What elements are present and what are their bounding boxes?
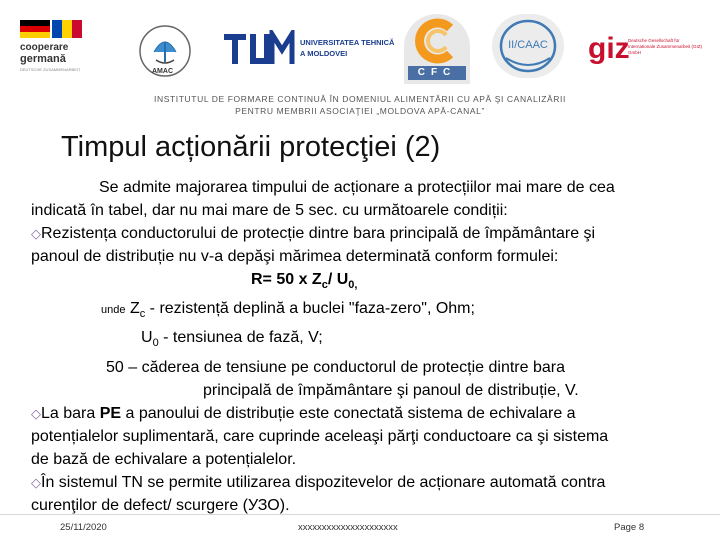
slide-title: Timpul acționării protecţiei (2) <box>61 131 441 163</box>
institute-line2: PENTRU MEMBRII ASOCIAŢIEI „MOLDOVA APĂ-CANAL” <box>235 106 485 116</box>
bullet-item-bara-pe <box>31 402 699 425</box>
diamond-bullet-icon: ◇ <box>31 405 41 421</box>
bullet2-pe: PE <box>99 404 122 422</box>
formula-part-b: / U <box>327 271 349 288</box>
bullet3-line2: curenţilor de defect/ scurgere (УЗО). <box>31 496 290 514</box>
footer-page-number: Page 8 <box>614 522 645 533</box>
zc-sub: c <box>139 308 146 321</box>
formula-sub-0: 0, <box>348 279 358 292</box>
logo-bar <box>0 0 720 92</box>
zc-definition <box>31 297 699 326</box>
formula-part-a: R= 50 x Z <box>251 271 322 288</box>
caac-text: II/CAAC <box>508 39 548 51</box>
cooperare-germana-logo <box>18 16 110 78</box>
amac-logo <box>138 22 192 82</box>
n50-line1: 50 – căderea de tensiune pe conductorul de protecție dintre bara <box>106 358 565 376</box>
caac-logo <box>492 14 564 78</box>
giz-sub-text: Deutsche Gesellschaft für Internationale Zusammenarbeit (GIZ) GmbH <box>628 38 703 55</box>
diamond-bullet-icon: ◇ <box>31 474 41 490</box>
bullet1-line1: Rezistența conductorului de protecție dintre bara principală de împământare şi <box>41 225 596 242</box>
zusammenarbeit-text: DEUTSCHE ZUSAMMENARBEIT <box>20 67 81 72</box>
bullet1-line2: panoul de distribuție nu v-a depăşi mărimea determinată conform formulei: <box>31 248 559 265</box>
bullet2-part-a: La bara <box>41 404 100 422</box>
footer-center: xxxxxxxxxxxxxxxxxxxxx <box>298 522 398 533</box>
bullet2-line2: potențialelor suplimentară, care cuprinde aceleaşi părţi conductoare ca şi sistema <box>31 427 609 445</box>
formula-sub-c: c <box>321 279 328 292</box>
institute-name <box>150 93 570 117</box>
bullet3-line1: În sistemul TN se permite utilizarea dispozitevelor de acționare automată contra <box>41 473 606 491</box>
bullet-item-rezistenta <box>31 222 699 245</box>
amac-text: AMAC <box>152 68 173 75</box>
slide-content <box>31 176 699 517</box>
intro-line1: Se admite majorarea timpului de acționare a protecțiilor mai mare de cea <box>99 179 615 196</box>
cfc-text: CFC <box>417 67 457 78</box>
u0-symbol: U <box>141 329 153 347</box>
cfc-logo <box>404 14 470 84</box>
giz-text: giz <box>588 32 630 65</box>
intro-line2: indicată în tabel, dar nu mai mare de 5 sec. cu următoarele condiții: <box>31 202 508 219</box>
zc-symbol: Z <box>129 300 140 318</box>
institute-line1: INSTITUTUL DE FORMARE CONTINUĂ ÎN DOMENIUL ALIMENTĂRII CU APĂ ŞI CANALIZĂRII <box>154 94 566 104</box>
cfc-emblem-icon <box>404 16 470 66</box>
diamond-bullet-icon: ◇ <box>31 226 41 241</box>
utm-name-line1: UNIVERSITATEA TEHNICĂ <box>300 38 395 47</box>
n50-line2: principală de împământare şi panoul de distribuție, V. <box>203 381 579 399</box>
zc-description: - rezistență deplină a buclei "faza-zero", Ohm; <box>145 300 475 318</box>
formula <box>31 268 699 297</box>
bullet2-line3: de bază de echivalare a potențialelor. <box>31 450 297 468</box>
footer-divider <box>0 514 720 515</box>
germana-text: germană <box>20 53 66 65</box>
bullet2-part-c: a panoului de distribuție este conectată sistema de echivalare a <box>121 404 576 422</box>
bullet-item-sistem-tn <box>31 471 699 494</box>
utm-logo <box>222 30 395 70</box>
cooperare-text: cooperare <box>20 42 69 53</box>
u0-definition <box>31 326 699 355</box>
giz-logo <box>588 34 708 74</box>
utm-emblem-icon <box>222 30 296 68</box>
unde-label: unde <box>101 304 126 317</box>
footer-date: 25/11/2020 <box>60 522 107 533</box>
u0-sub: 0 <box>152 337 159 350</box>
utm-name-line2: A MOLDOVEI <box>300 49 348 58</box>
u0-description: - tensiunea de fază, V; <box>158 329 323 347</box>
